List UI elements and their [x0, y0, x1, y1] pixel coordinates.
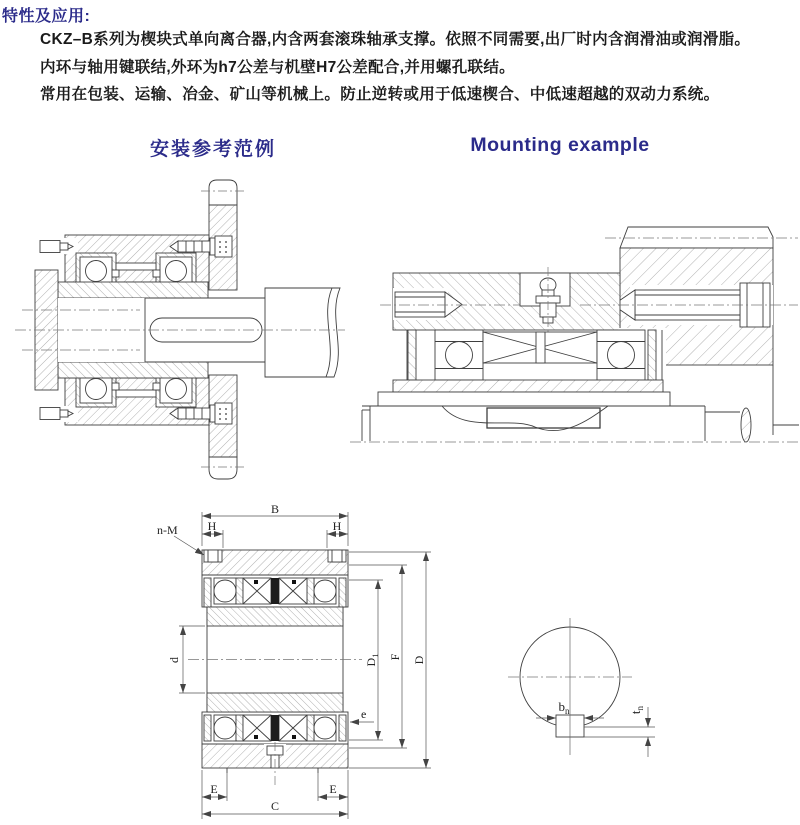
dim-bn: $b_n$: [558, 699, 570, 716]
dim-d: d: [167, 657, 181, 663]
dim-D: D: [412, 655, 426, 665]
mounting-bolt-bottom: [40, 406, 78, 422]
section-title-installation-zh: 安装参考范例: [149, 139, 276, 160]
dim-E-right: E: [329, 782, 337, 796]
dim-F: F: [388, 653, 402, 661]
intro-line-2: 内环与轴用键联结,外环为h7公差与机壁H7公差配合,并用螺孔联结。: [40, 59, 515, 76]
intro-line-3: 常用在包装、运输、冶金、矿山等机械上。防止逆转或用于低速楔合、中低速超越的双动力系统。: [40, 86, 720, 103]
dim-D1: $D_1$: [364, 653, 380, 667]
section-title-mounting-en: Mounting example: [470, 134, 650, 156]
dim-B: B: [270, 502, 280, 516]
intro-line-1: CKZ–B系列为楔块式单向离合器,内含两套滚珠轴承支撑。依照不同需要,出厂时内含润滑油或润滑脂。: [40, 31, 751, 48]
keyway-detail-drawing: [490, 615, 700, 780]
bearing-row-bottom: [202, 712, 348, 744]
dim-H-left: H: [207, 519, 217, 533]
dim-E-left: E: [210, 782, 218, 796]
dim-n-M: n-M: [157, 523, 178, 537]
dimensioned-section-drawing: [130, 500, 460, 825]
inner-ring-and-base: [378, 380, 670, 406]
page-title: 特性及应用:: [2, 8, 91, 25]
dim-H-right: H: [332, 519, 342, 533]
dim-tn: $t_n$: [628, 705, 645, 715]
dim-e: e: [361, 707, 367, 721]
bearing-strip: [407, 328, 666, 380]
mounting-bolt-top: [40, 238, 78, 254]
bearing-row-top: [202, 575, 348, 607]
mounting-example-drawing: [350, 185, 800, 480]
dim-C: C: [270, 799, 280, 813]
installation-example-drawing: [10, 175, 350, 485]
shaft-with-key: [362, 406, 751, 442]
